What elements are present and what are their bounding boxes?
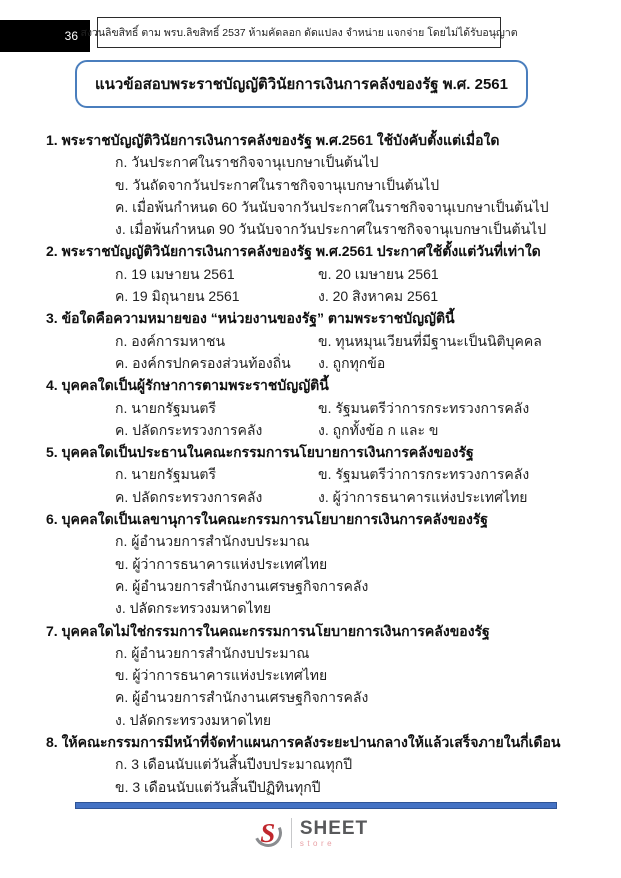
question-list [46, 129, 580, 798]
option: ก. 3 เดือนนับแต่วันสิ้นปีงบประมาณทุกปี [115, 756, 353, 773]
document-title: แนวข้อสอบพระราชบัญญัติวินัยการเงินการคลังของรัฐ พ.ศ. 2561 [95, 76, 508, 93]
option: ข. ผู้ว่าการธนาคารแห่งประเทศไทย [115, 555, 328, 572]
option: ข. วันถัดจากวันประกาศในราชกิจจานุเบกษาเป็นต้นไป [115, 176, 440, 193]
question-text: 1. พระราชบัญญัติวินัยการเงินการคลังของรัฐ พ.ศ.2561 ใช้บังคับตั้งแต่เมื่อใด [46, 132, 500, 148]
option: ข. 3 เดือนนับแต่วันสิ้นปีปฏิทินทุกปี [115, 778, 321, 795]
copyright-notice-box [80, 17, 518, 48]
document-title-box [75, 60, 528, 108]
sheet-store-logo [0, 813, 621, 853]
option: ก. ผู้อำนวยการสำนักงบประมาณ [115, 533, 310, 550]
question-6 [46, 508, 580, 619]
option: ข. รัฐมนตรีว่าการกระทรวงการคลัง [318, 466, 530, 483]
page-number-box [0, 20, 90, 52]
question-7 [46, 620, 580, 731]
option: ก. นายกรัฐมนตรี [115, 466, 217, 483]
question-4 [46, 374, 580, 441]
question-text: 6. บุคคลใดเป็นเลขานุการในคณะกรรมการนโยบายการเงินการคลังของรัฐ [46, 511, 489, 528]
option: ง. ถูกทุกข้อ [318, 354, 386, 371]
question-text: 7. บุคคลใดไม่ใช่กรรมการในคณะกรรมการนโยบายการเงินการคลังของรัฐ [46, 622, 490, 639]
option: ก. ผู้อำนวยการสำนักงบประมาณ [115, 644, 310, 661]
question-1 [46, 129, 580, 240]
question-text: 8. ให้คณะกรรมการมีหน้าที่จัดทำแผนการคลังระยะปานกลางให้แล้วเสร็จภายในกี่เดือน [46, 734, 561, 751]
option: ค. ปลัดกระทรวงการคลัง [115, 488, 263, 505]
option: ค. เมื่อพ้นกำหนด 60 วันนับจากวันประกาศในราชกิจจานุเบกษาเป็นต้นไป [115, 198, 549, 215]
logo-subtext: store [299, 838, 336, 848]
option: ก. องค์การมหาชน [115, 332, 226, 349]
option: ค. องค์กรปกครองส่วนท้องถิ่น [115, 354, 291, 371]
logo-wordmark: SHEET [299, 817, 369, 839]
option: ง. ผู้ว่าการธนาคารแห่งประเทศไทย [318, 488, 528, 505]
question-text: 3. ข้อใดคือความหมายของ “หน่วยงานของรัฐ” ตามพระราชบัญญัตินี้ [46, 310, 455, 327]
question-text: 4. บุคคลใดเป็นผู้รักษาการตามพระราชบัญญัตินี้ [46, 377, 329, 394]
option: ข. 20 เมษายน 2561 [318, 265, 439, 282]
option: ก. นายกรัฐมนตรี [115, 399, 217, 416]
question-text: 5. บุคคลใดเป็นประธานในคณะกรรมการนโยบายการเงินการคลังของรัฐ [46, 444, 474, 461]
question-8 [46, 731, 580, 798]
option: ง. เมื่อพ้นกำหนด 90 วันนับจากวันประกาศในราชกิจจานุเบกษาเป็นต้นไป [115, 221, 547, 238]
option: ง. 20 สิงหาคม 2561 [318, 288, 439, 305]
logo-separator [291, 818, 292, 848]
question-text: 2. พระราชบัญญัติวินัยการเงินการคลังของรัฐ พ.ศ.2561 ประกาศใช้ตั้งแต่วันที่เท่าใด [46, 243, 541, 260]
option: ค. 19 มิถุนายน 2561 [115, 288, 240, 305]
option: ค. ปลัดกระทรวงการคลัง [115, 421, 263, 438]
option: ค. ผู้อำนวยการสำนักงานเศรษฐกิจการคลัง [115, 689, 369, 706]
option: ข. ทุนหมุนเวียนที่มีฐานะเป็นนิติบุคคล [318, 332, 542, 349]
footer-divider-bar [75, 802, 557, 809]
option: ข. ผู้ว่าการธนาคารแห่งประเทศไทย [115, 667, 328, 684]
question-2 [46, 240, 580, 307]
logo-letter: S [260, 817, 276, 848]
copyright-text: สงวนลิขสิทธิ์ ตาม พรบ.ลิขสิทธิ์ 2537 ห้ามคัดลอก ดัดแปลง จำหน่าย แจกจ่าย โดยไม่ได้รับอนุญาต [80, 27, 518, 39]
option: ก. วันประกาศในราชกิจจานุเบกษาเป็นต้นไป [115, 154, 379, 171]
option: ง. ปลัดกระทรวงมหาดไทย [115, 600, 272, 617]
option: ค. ผู้อำนวยการสำนักงานเศรษฐกิจการคลัง [115, 577, 369, 594]
option: ง. ปลัดกระทรวงมหาดไทย [115, 711, 272, 728]
option: ข. รัฐมนตรีว่าการกระทรวงการคลัง [318, 399, 530, 416]
option: ก. 19 เมษายน 2561 [115, 265, 235, 282]
page-number: 36 [64, 29, 78, 43]
sheet-store-s-icon [253, 818, 283, 848]
option: ง. ถูกทั้งข้อ ก และ ข [318, 421, 439, 438]
question-5 [46, 441, 580, 508]
question-3 [46, 307, 580, 374]
